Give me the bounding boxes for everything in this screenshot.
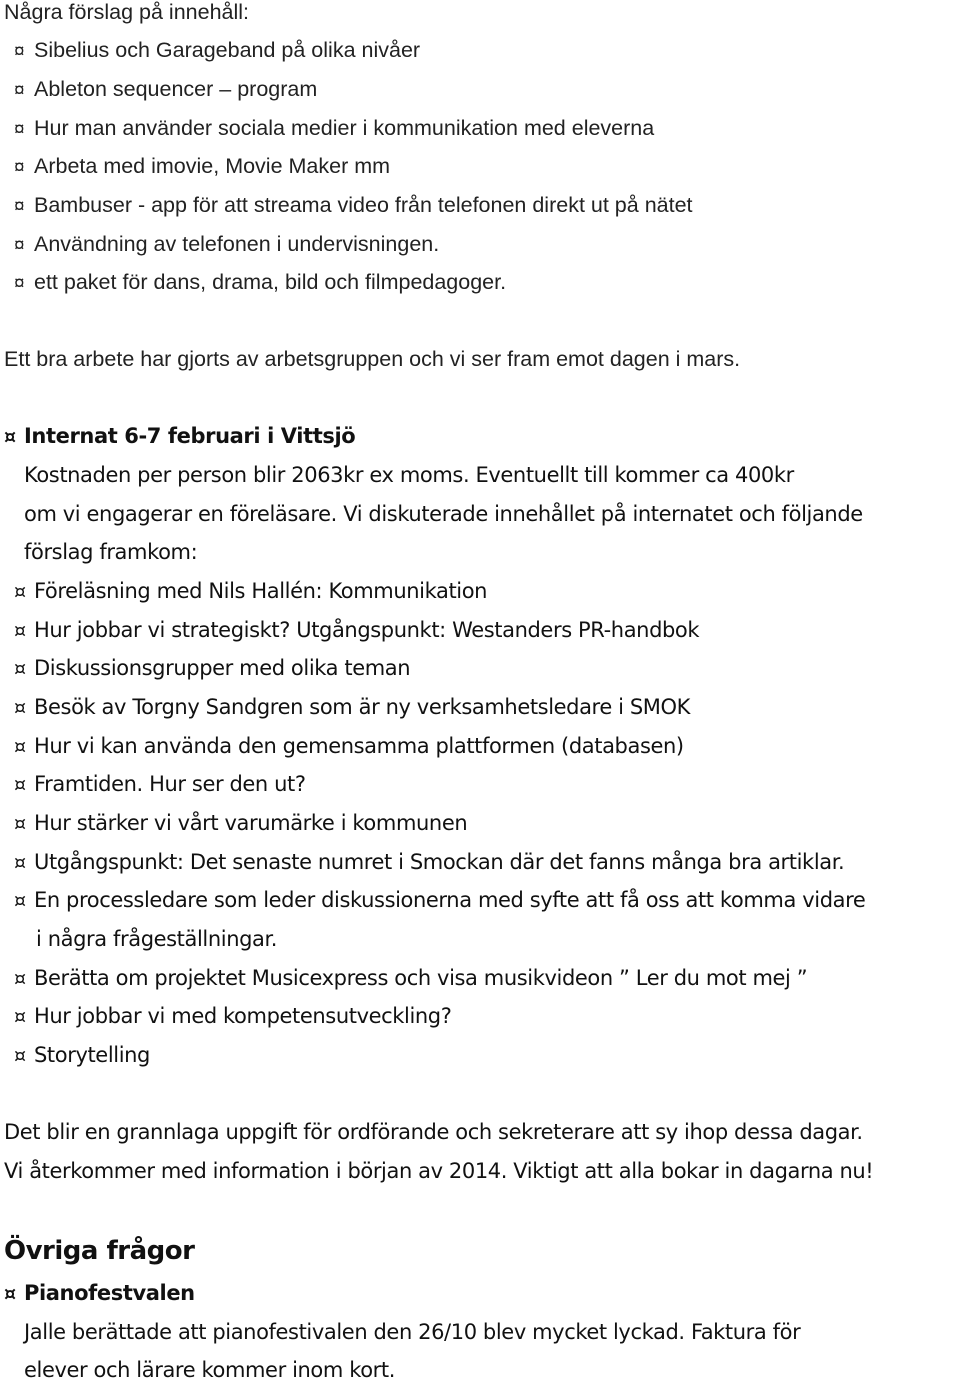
bullet-icon: ¤ xyxy=(14,852,26,874)
list-item: ¤ Sibelius och Garageband på olika nivåer xyxy=(14,38,421,62)
bullet-icon: ¤ xyxy=(14,119,25,140)
list-item: ¤ Hur man använder sociala medier i kommunikation med eleverna xyxy=(14,116,655,140)
list-item: ¤ Ableton sequencer – program xyxy=(14,77,318,101)
bullet-icon: ¤ xyxy=(14,890,26,912)
intro-heading: Några förslag på innehåll: xyxy=(4,0,250,24)
list-item: ¤ Storytelling xyxy=(14,1043,150,1067)
list-item: ¤ ett paket för dans, drama, bild och filmpedagoger. xyxy=(14,270,507,294)
ovriga-subheading: ¤ Pianofestvalen xyxy=(4,1281,195,1305)
list-item: ¤ Föreläsning med Nils Hallén: Kommunikation xyxy=(14,579,488,603)
internat-closing-line: Vi återkommer med information i början av 2014. Viktigt att alla bokar in dagarna nu! xyxy=(4,1159,874,1183)
list-item: ¤ Framtiden. Hur ser den ut? xyxy=(14,772,306,796)
bullet-icon: ¤ xyxy=(14,620,26,642)
list-item: ¤ En processledare som leder diskussionerna med syfte att få oss att komma vidare xyxy=(14,888,866,912)
internat-title: ¤ Internat 6-7 februari i Vittsjö xyxy=(4,424,356,448)
list-item: ¤ Hur jobbar vi med kompetensutveckling? xyxy=(14,1004,452,1028)
bullet-icon: ¤ xyxy=(14,1006,26,1028)
bullet-icon: ¤ xyxy=(14,736,26,758)
ovriga-paragraph-line: Jalle berättade att pianofestivalen den 26/10 blev mycket lyckad. Faktura för xyxy=(24,1320,801,1344)
list-item: ¤ Besök av Torgny Sandgren som är ny verksamhetsledare i SMOK xyxy=(14,695,690,719)
bullet-icon: ¤ xyxy=(14,157,25,178)
intro-closing: Ett bra arbete har gjorts av arbetsgruppen och vi ser fram emot dagen i mars. xyxy=(4,347,741,371)
list-item: ¤ Arbeta med imovie, Movie Maker mm xyxy=(14,154,391,178)
ovriga-paragraph-line: elever och lärare kommer inom kort. xyxy=(24,1358,396,1382)
bullet-icon: ¤ xyxy=(14,813,26,835)
list-item: ¤ Bambuser - app för att streama video från telefonen direkt ut på nätet xyxy=(14,193,693,217)
bullet-icon: ¤ xyxy=(14,658,26,680)
internat-paragraph-line: om vi engagerar en föreläsare. Vi diskuterade innehållet på internatet och följande xyxy=(24,502,863,526)
bullet-icon: ¤ xyxy=(14,41,25,62)
list-item-continuation: i några frågeställningar. xyxy=(36,927,278,951)
internat-paragraph-line: förslag framkom: xyxy=(24,540,198,564)
bullet-icon: ¤ xyxy=(14,697,26,719)
list-item: ¤ Hur stärker vi vårt varumärke i kommunen xyxy=(14,811,468,835)
list-item: ¤ Hur vi kan använda den gemensamma plattformen (databasen) xyxy=(14,734,684,758)
bullet-icon: ¤ xyxy=(14,273,25,294)
ovriga-heading: Övriga frågor xyxy=(4,1236,195,1266)
bullet-icon: ¤ xyxy=(14,968,26,990)
list-item: ¤ Berätta om projektet Musicexpress och visa musikvideon ” Ler du mot mej ” xyxy=(14,966,808,990)
list-item: ¤ Användning av telefonen i undervisningen. xyxy=(14,232,440,256)
bullet-icon: ¤ xyxy=(14,581,26,603)
bullet-icon: ¤ xyxy=(14,196,25,217)
bullet-icon: ¤ xyxy=(14,80,25,101)
bullet-icon: ¤ xyxy=(14,774,26,796)
bullet-icon: ¤ xyxy=(14,235,25,256)
bullet-icon: ¤ xyxy=(4,426,16,448)
internat-paragraph-line: Kostnaden per person blir 2063kr ex moms. Eventuellt till kommer ca 400kr xyxy=(24,463,794,487)
internat-closing-line: Det blir en grannlaga uppgift för ordförande och sekreterare att sy ihop dessa dagar. xyxy=(4,1120,863,1144)
list-item: ¤ Diskussionsgrupper med olika teman xyxy=(14,656,411,680)
list-item: ¤ Utgångspunkt: Det senaste numret i Smockan där det fanns många bra artiklar. xyxy=(14,850,845,874)
bullet-icon: ¤ xyxy=(14,1045,26,1067)
list-item: ¤ Hur jobbar vi strategiskt? Utgångspunkt: Westanders PR-handbok xyxy=(14,618,700,642)
bullet-icon: ¤ xyxy=(4,1283,16,1305)
